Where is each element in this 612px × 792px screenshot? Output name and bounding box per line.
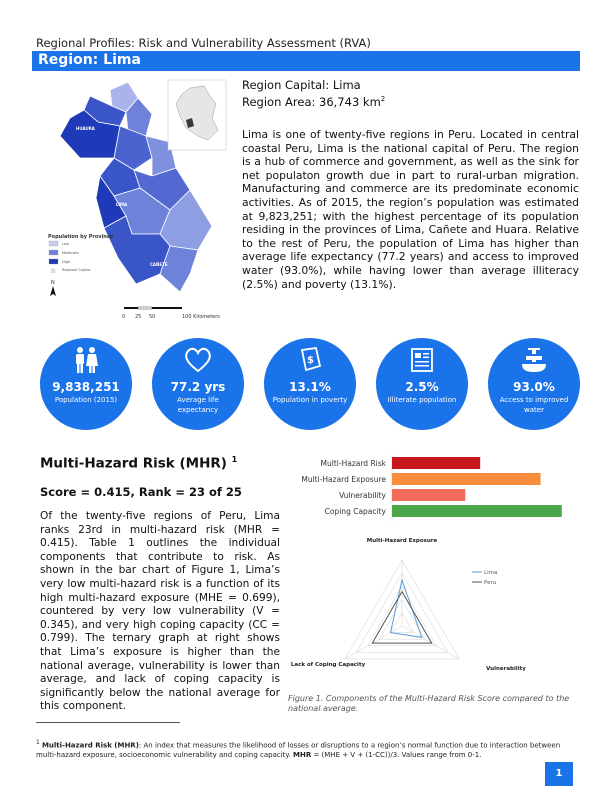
star-icon: ☆ — [50, 267, 57, 275]
bar — [392, 505, 562, 517]
stat-value: 77.2 yrs — [170, 380, 226, 394]
stat-value: 93.0% — [513, 380, 555, 394]
figure-caption: Figure 1. Components of the Multi-Hazard Risk Score compared to the national average. — [288, 694, 570, 713]
scale-bar — [122, 307, 220, 320]
bar-label: Multi-Hazard Exposure — [301, 475, 386, 484]
scale-tick-0: 0 — [122, 314, 126, 320]
map-label-canete: CAÑETE — [150, 262, 168, 267]
bar — [392, 473, 541, 485]
scale-tick-50: 50 — [149, 314, 156, 320]
ternary-series-lima — [391, 580, 422, 638]
bar-label: Vulnerability — [339, 491, 386, 500]
scale-tick-100: 100 Kilometers — [182, 314, 220, 320]
stat-poverty — [264, 338, 356, 430]
stat-life-expectancy — [152, 338, 244, 430]
heart-icon — [182, 346, 214, 374]
legend-capital: Regional Capital — [62, 268, 91, 272]
people-icon — [70, 346, 102, 374]
mhr-heading: Multi-Hazard Risk (MHR) $^1$ — [40, 455, 238, 472]
bar-label: Multi-Hazard Risk — [320, 459, 386, 468]
ternary-axis-vulnerability: Vulnerability — [486, 666, 526, 672]
stats-row — [40, 338, 580, 430]
legend-moderate: Moderate — [62, 251, 79, 255]
region-area: Region Area: 36,743 $km^2$ — [242, 94, 386, 109]
newspaper-icon — [406, 346, 438, 374]
legend-lima: Lima — [484, 570, 498, 576]
map-legend — [48, 234, 114, 275]
faucet-icon — [518, 346, 550, 374]
stat-value: 13.1% — [289, 380, 331, 394]
ternary-spoke — [402, 626, 459, 659]
stat-label: Illiterate population — [387, 396, 457, 404]
money-icon — [294, 346, 326, 374]
map-label-lima: LIMA — [116, 202, 128, 207]
region-banner — [32, 51, 580, 71]
north-label: N — [51, 280, 55, 286]
peru-inset-map — [168, 80, 226, 150]
stat-label: Population (2015) — [54, 396, 118, 404]
footnote: $^1$ Multi-Hazard Risk (MHR): An index that measures the likelihood of losses or disruptions to a region’s normal function due to interaction between multi-hazard exposure, socioeconomic vulnerability and coping capacity. MHR = (MHE + V + (1-CC))/3. Values range from 0-1. — [36, 740, 561, 760]
stat-label: Average life expectancy — [177, 396, 219, 414]
footnote-rule — [36, 722, 180, 723]
bar — [392, 489, 465, 501]
bar-label: Coping Capacity — [324, 507, 386, 516]
mhr-score: Score = 0.415, Rank = 23 of 25 — [40, 485, 242, 499]
stat-label: Access to improved water — [499, 396, 569, 414]
legend-low: Low — [62, 242, 69, 246]
ternary-axis-coping: Lack of Coping Capacity — [290, 662, 366, 668]
ternary-legend — [472, 570, 497, 586]
stat-population — [40, 338, 132, 430]
map-label-huaura: HUAURA — [76, 126, 95, 131]
stat-label: Population in poverty — [272, 396, 348, 404]
region-description: Lima is one of twenty-five regions in Peru. Located in central coastal Peru, Lima is the national capital of Peru. The region is a hub of commerce and government, as well as the sink for net populaton growth due in part to rural-urban migration. Manufacturing and commerce are its predominate economic activities. As of 2015, the region’s population was estimated at 9,823,251; with the highest percentage of its population residing in the provinces of Lima, Cañete and Huara. Relative to the rest of Peru, the population of Lima has higher than average life expectancy (77.2 years) and access to improved water (93.0%), while having lower than average illiteracy (2.5%) and poverty (13.1%). — [242, 128, 579, 291]
svg-text:$: $ — [307, 355, 314, 366]
page-number: 1 — [545, 762, 573, 786]
stat-value: 2.5% — [405, 380, 439, 394]
bar — [392, 457, 480, 469]
ternary-chart — [290, 530, 536, 690]
legend-peru: Peru — [484, 580, 497, 586]
legend-high: High — [62, 260, 71, 264]
region-title: Region: Lima — [38, 52, 141, 68]
region-capital: Region Capital: Lima — [242, 78, 361, 92]
region-map — [40, 78, 236, 328]
north-arrow-icon — [50, 286, 56, 296]
ternary-axis-exposure: Multi-Hazard Exposure — [366, 538, 438, 544]
region-info — [242, 78, 385, 109]
stat-value: 9,838,251 — [52, 380, 120, 394]
mhr-body: Of the twenty-five regions of Peru, Lima ranks 23rd in multi-hazard risk (MHR = 0.415). Table 1 outlines the individual components that contribute to risk. As shown in the bar chart of Figure 1, Lima’s very low multi-hazard risk is a function of its high multi-hazard exposure (MHE = 0.699), countered by very low vulnerability (V = 0.345), and very high coping capacity (CC = 0.799). The ternary graph at right shows that Lima’s exposure is higher than the national average, vulnerability is lower than average, and lack of coping capacity is significantly below the national average for this component. — [40, 510, 280, 713]
scale-tick-25: 25 — [135, 314, 142, 320]
stat-improved-water — [488, 338, 580, 430]
ternary-grid — [345, 560, 459, 659]
stat-illiteracy — [376, 338, 468, 430]
ternary-spoke — [345, 626, 402, 659]
mhr-bar-chart — [286, 455, 576, 523]
legend-title: Population by Province — [48, 234, 114, 240]
report-subtitle: Regional Profiles: Risk and Vulnerability Assessment (RVA) — [36, 36, 371, 50]
